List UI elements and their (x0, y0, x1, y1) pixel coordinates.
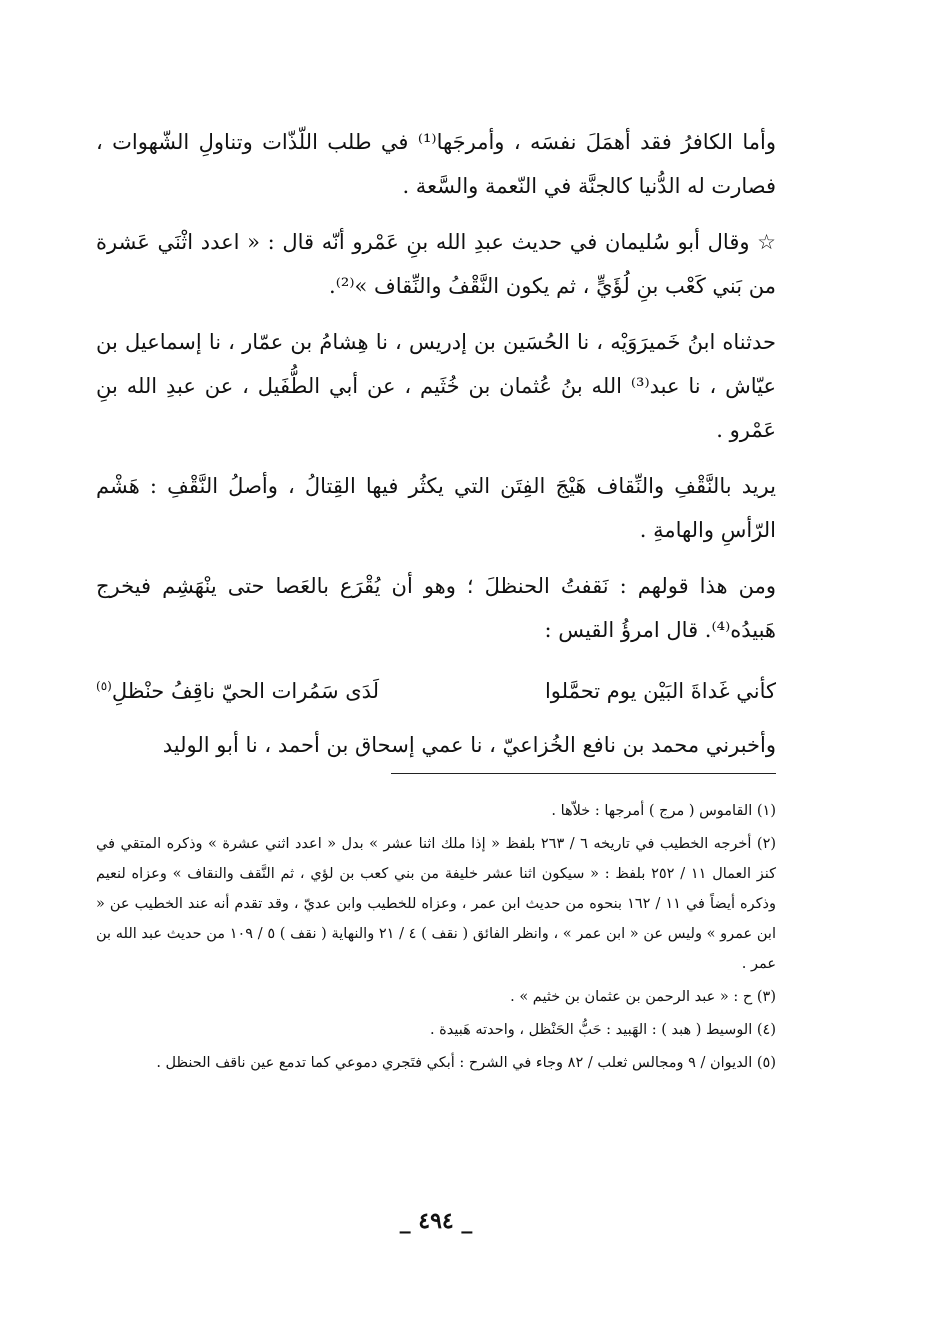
footnotes-section (96, 796, 776, 1078)
paragraph-3: حدثناه ابنُ خَميرَوَيْه ، نا الحُسَين بن إدريس ، نا هِشامُ بن عمّار ، نا إسماعيل بن عيّاش ، نا عبد⁽³⁾ الله بنُ عُثمان بن خُثَيم ، عن أبي الطُّفَيل ، عن عبدِ الله بنِ عَمْرو . (96, 330, 777, 442)
footnote-1: (١) القاموس ( مرج ) أمرجها : خلاّها . (551, 803, 776, 819)
footnote-separator (391, 773, 776, 774)
verse-first-hemistich (545, 669, 776, 713)
footnote-4: (٤) الوسيط ( هبد ) : الهَبيد : حَبُّ الحَنْظل ، واحدته هَبيدة . (429, 1022, 776, 1038)
document-page (96, 120, 776, 1250)
footnote-5: (٥) الديوان / ٩ ومجالس ثعلب / ٨٢ وجاء في الشرح : أبكي فتَجري دموعي كما تدمع عين ناقف الحنظل . (156, 1055, 776, 1071)
verse-second-hemistich (96, 664, 379, 713)
footnote-2: (٢) أخرجه الخطيب في تاريخه ٦ / ٢٦٣ بلفظ « إذا ملك اثنا عشر » بدل « اعدد اثني عشرة » وذكره المتقي في كنز العمال ١١ / ٢٥٢ بلفظ : « سيكون اثنا عشر خليفة من بني كعب بن لؤي ، ثم النَّقف والنقاف » وعزاه لنعيم وذكره أيضاً في ١١ / ١٦٢ بنحوه من حديث ابن عمر ، وعزاه للخطيب وابن عديّ ، وقد تقدم أنه عند الخطيب عن « ابن عمرو » وليس عن « ابن عمر » ، وانظر الفائق ( نقف ) ٤ / ٢١ والنهاية ( نقف ) ٥ / ١٠٩ من حديث عبد الله بن عمر . (96, 836, 777, 972)
closing-paragraph: وأخبرني محمد بن نافع الخُزاعيّ ، نا عمي إسحاق بن أحمد ، نا أبو الوليد (162, 733, 776, 757)
paragraph-1: وأما الكافرُ فقد أهمَلَ نفسَه ، وأمرجَها⁽¹⁾ في طلب اللّذّات وتناولِ الشّهوات ، فصارت له الدُّنيا كالجنَّة في النّعمة والسَّعة . (96, 130, 776, 198)
footnote-3: (٣) ح : « عبد الرحمن بن عثمان بن خثيم » . (510, 989, 776, 1005)
poetry-verse (96, 664, 776, 713)
verse-first-hemistich-text: كأني غَداةَ البَيْن يوم تحمَّلوا (544, 679, 776, 703)
paragraph-4: يريد بالنَّقْفِ والنِّقاف هَيْجَ الفِتَن التي يكثُر فيها القِتالُ ، وأصلُ النَّقْفِ : هَشْم الرّأسِ والهامةِ . (96, 474, 776, 542)
verse-footnote-marker: (٥) (96, 679, 112, 693)
verse-second-hemistich-text: لَدَى سَمُرات الحيّ ناقِفُ حنْظلِ (111, 679, 380, 703)
page-number: _ ٤٩٤ _ (399, 1208, 473, 1234)
paragraph-5: ومن هذا قولهم : نَقفتُ الحنظلَ ؛ وهو أن يُقْرَع بالعَصا حتى ينْهَشِم فيخرج هَبيدُه⁽⁴⁾. قال امرؤُ القيس : (96, 574, 776, 642)
paragraph-2: ☆ وقال أبو سُليمان في حديث عبدِ الله بنِ عَمْرو أنّه قال : « اعدد اثْنَي عَشرة من بَني كَعْب بنِ لُؤَيٍّ ، ثم يكون النَّقْفُ والنِّقاف »⁽²⁾. (96, 230, 776, 298)
